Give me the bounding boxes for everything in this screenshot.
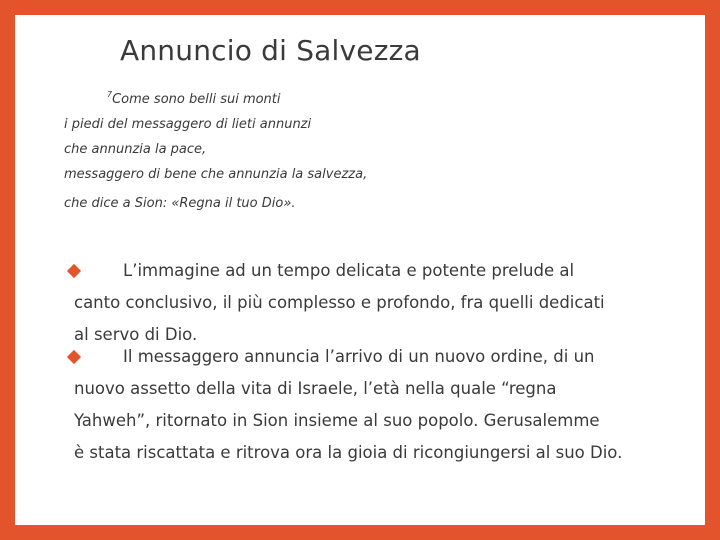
bullet-line: Yahweh”, ritornato in Sion insieme al suo popolo. Gerusalemme [74, 411, 600, 430]
verse-line [64, 82, 367, 112]
verse-line-text: Come sono belli sui monti [112, 92, 281, 107]
verse-line: messaggero di bene che annunzia la salvezza, [64, 167, 368, 182]
bullet-line: nuovo assetto della vita di Israele, l’età nella quale “regna [74, 379, 557, 398]
slide [15, 15, 705, 525]
slide-title: Annuncio di Salvezza [120, 34, 421, 67]
diamond-bullet-icon [67, 264, 81, 278]
bullet-line [74, 341, 674, 373]
bullet-line: è stata riscattata e ritrova ora la gioia di ricongiungersi al suo Dio. [74, 443, 623, 462]
verse-line: che dice a Sion: «Regna il tuo Dio». [64, 196, 296, 211]
verse-line: che annunzia la pace, [64, 142, 207, 157]
bullet-line [74, 255, 674, 287]
bullet-line: canto conclusivo, il più complesso e profondo, fra quelli dedicati [74, 293, 605, 312]
verse-line: i piedi del messaggero di lieti annunzi [64, 117, 312, 132]
verse-number: 7 [107, 90, 113, 99]
bullet-line: al servo di Dio. [74, 325, 198, 344]
verse-quote [64, 82, 367, 216]
bullet-paragraph [74, 255, 674, 351]
bullet-paragraph [74, 341, 674, 469]
diamond-bullet-icon [67, 350, 81, 364]
bullet-line-text: L’immagine ad un tempo delicata e potente prelude al [123, 261, 575, 280]
bullet-line-text: Il messaggero annuncia l’arrivo di un nuovo ordine, di un [123, 347, 595, 366]
